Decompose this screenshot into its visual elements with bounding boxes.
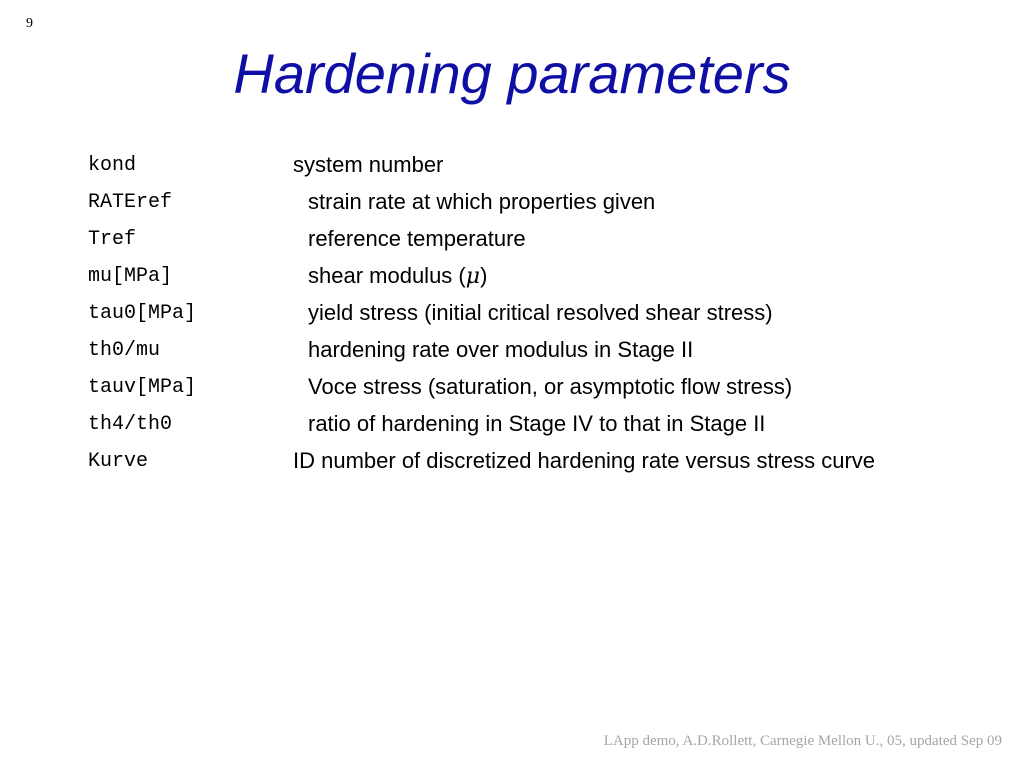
parameter-row: [88, 224, 948, 261]
parameter-row: [88, 335, 948, 372]
parameter-row: [88, 298, 948, 335]
parameter-description: yield stress (initial critical resolved shear stress): [308, 300, 773, 325]
parameter-description: [308, 263, 928, 290]
parameter-name: RATEref: [88, 191, 173, 214]
parameter-row: [88, 446, 948, 506]
parameter-row: [88, 187, 948, 224]
parameter-description: ratio of hardening in Stage IV to that in Stage II: [308, 411, 766, 436]
parameter-name: kond: [88, 154, 137, 177]
description-suffix: ): [480, 263, 488, 288]
parameter-description: system number: [293, 152, 444, 177]
parameter-description: strain rate at which properties given: [308, 189, 656, 214]
mu-symbol: μ: [465, 264, 481, 289]
parameter-name: th4/th0: [88, 413, 173, 436]
parameter-name: th0/mu: [88, 339, 161, 362]
parameter-name: tau0[MPa]: [88, 302, 197, 325]
parameter-row: [88, 150, 948, 187]
parameter-description: ID number of discretized hardening rate versus stress curve: [293, 448, 876, 473]
parameter-name: tauv[MPa]: [88, 376, 197, 399]
parameter-row: [88, 409, 948, 446]
parameter-row: [88, 261, 948, 298]
parameter-name: mu[MPa]: [88, 265, 173, 288]
parameter-name: Tref: [88, 228, 137, 251]
parameter-list: [88, 150, 948, 506]
slide-title: Hardening parameters: [233, 42, 791, 105]
slide-footer: LApp demo, A.D.Rollett, Carnegie Mellon U., 05, updated Sep 09: [603, 733, 1002, 749]
parameter-row: [88, 372, 948, 409]
parameter-name: Kurve: [88, 450, 149, 473]
parameter-description: Voce stress (saturation, or asymptotic flow stress): [308, 374, 793, 399]
slide-number: 9: [26, 16, 33, 31]
parameter-description: hardening rate over modulus in Stage II: [308, 337, 694, 362]
description-prefix: shear modulus (: [308, 263, 466, 288]
parameter-description: reference temperature: [308, 226, 526, 251]
